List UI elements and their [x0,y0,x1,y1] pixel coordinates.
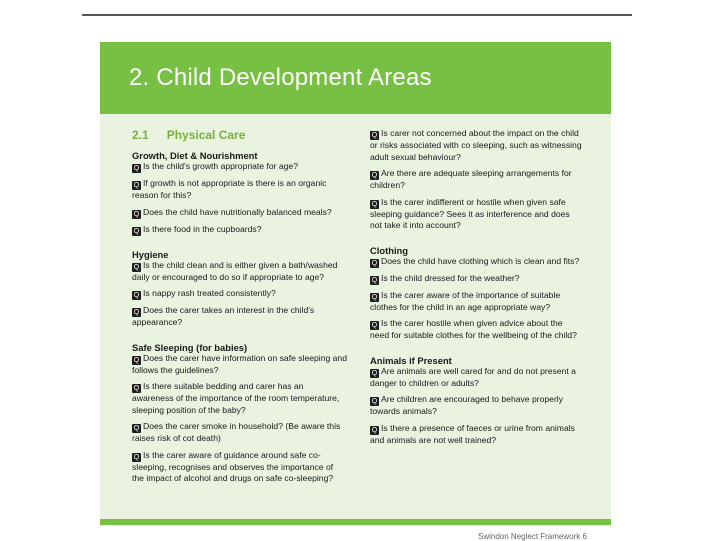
question-icon: Q [133,453,140,461]
question-item [132,450,347,485]
question-text: Does the carer smoke in household? (Be aware this raises risk of cot death) [132,421,341,443]
question-text: Is the child dressed for the weather? [381,272,520,283]
question-text: Are animals are well cared for and do not present a danger to children or adults? [370,365,576,388]
question-icon: Q [133,263,140,271]
question-icon: Q [133,182,140,189]
question-text: Is the child clean and is either given a bath/washed daily or encouraged to do so if appropriate to age? [132,259,338,282]
question-text: Is the carer hostile when given advice about the need for suitable clothes for the wellbeing of the child? [370,318,577,340]
group-heading-animals-if-present: Animals if Present [370,354,452,366]
question-icon: Q [371,426,378,434]
question-text: Is nappy rash treated consistently? [143,288,276,298]
question-item [370,366,582,390]
question-item [370,168,582,192]
question-item [370,394,582,418]
question-icon: Q [371,200,378,208]
question-item [370,273,582,285]
question-item [132,421,347,445]
question-text: Are children are encouraged to behave properly towards animals? [370,394,564,416]
question-item [370,197,582,232]
question-group [132,150,347,236]
question-icon: Q [133,309,140,316]
question-item [370,128,582,163]
question-text: Does the carer have information on safe sleeping and follows the guidelines? [132,352,347,375]
section-heading [132,128,347,142]
question-text: Is the carer indifferent or hostile when given safe sleeping guidance? Sees it as interference and does not take it into account? [370,196,570,230]
question-icon: Q [133,425,140,432]
question-icon: Q [371,293,378,301]
question-icon: Q [371,132,378,139]
page-title: 2. Child Development Areas [129,64,432,91]
question-item [132,305,347,329]
question-item [370,423,582,447]
question-item [132,178,347,202]
question-text: Is there suitable bedding and carer has an awareness of the importance of the room temperature, sleeping position of the baby? [132,381,340,415]
group-spacer [370,347,582,355]
question-icon: Q [371,276,378,284]
question-icon: Q [133,356,140,364]
left-question-groups [132,150,347,485]
document-page [100,42,611,526]
question-group [132,334,347,485]
question-icon: Q [133,385,140,392]
question-icon: Q [133,210,140,218]
group-heading-hygiene: Hygiene [132,248,169,260]
question-icon: Q [371,398,378,405]
question-text: Is the carer aware of the importance of suitable clothes for the child in an age appropriate way? [370,289,561,312]
question-item [132,161,347,173]
question-icon: Q [371,172,378,179]
question-icon: Q [133,227,140,235]
group-heading-growth-diet-nourishment: Growth, Diet & Nourishment [132,150,258,161]
question-item [132,224,347,236]
question-text: Does the child have clothing which is clean and fits? [381,255,580,266]
question-text: Is the carer aware of guidance around safe co-sleeping, recognises and observes the importance of the impact of alcohol and drugs on safe co-sleeping? [132,449,334,483]
group-heading-safe-sleeping-for-babies: Safe Sleeping (for babies) [132,341,248,353]
question-icon: Q [371,322,378,329]
question-item [132,288,347,300]
question-group [132,241,347,329]
bottom-bar [100,519,611,525]
question-group [370,128,582,232]
group-spacer [370,237,582,245]
section-number: 2.1 [132,128,149,142]
question-item [132,260,347,284]
page-footer: Swindon Neglect Framework 6 [478,532,587,541]
question-icon: Q [133,292,140,299]
question-item [132,207,347,219]
right-question-groups [370,128,582,446]
question-text: If growth is not appropriate is there is an organic reason for this? [132,178,327,200]
question-item [132,381,347,416]
question-item [370,290,582,314]
question-text: Are there are adequate sleeping arrangements for children? [370,168,572,190]
group-spacer [132,241,347,249]
title-banner [100,42,611,114]
right-column [370,128,582,451]
question-item [132,353,347,377]
top-rule [82,14,632,16]
question-icon: Q [371,369,378,377]
question-text: Does the carer takes an interest in the child's appearance? [132,305,315,327]
question-item [370,256,582,268]
question-text: Is there food in the cupboards? [143,223,262,234]
group-heading-clothing: Clothing [370,244,409,256]
question-icon: Q [133,165,140,172]
question-item [370,318,582,342]
question-group [370,237,582,342]
question-text: Does the child have nutritionally balanced meals? [143,206,332,217]
section-title: Physical Care [166,128,246,142]
question-text: Is there a presence of faeces or urine from animals and animals are not well trained? [370,422,575,445]
group-spacer [132,334,347,342]
question-text: Is carer not concerned about the impact on the child or risks associated with co sleeping, such as witnessing adult sexual behaviour? [370,128,582,162]
left-column [132,128,347,490]
question-group [370,347,582,447]
question-text: Is the child's growth appropriate for age? [143,161,298,171]
question-icon: Q [371,259,378,267]
